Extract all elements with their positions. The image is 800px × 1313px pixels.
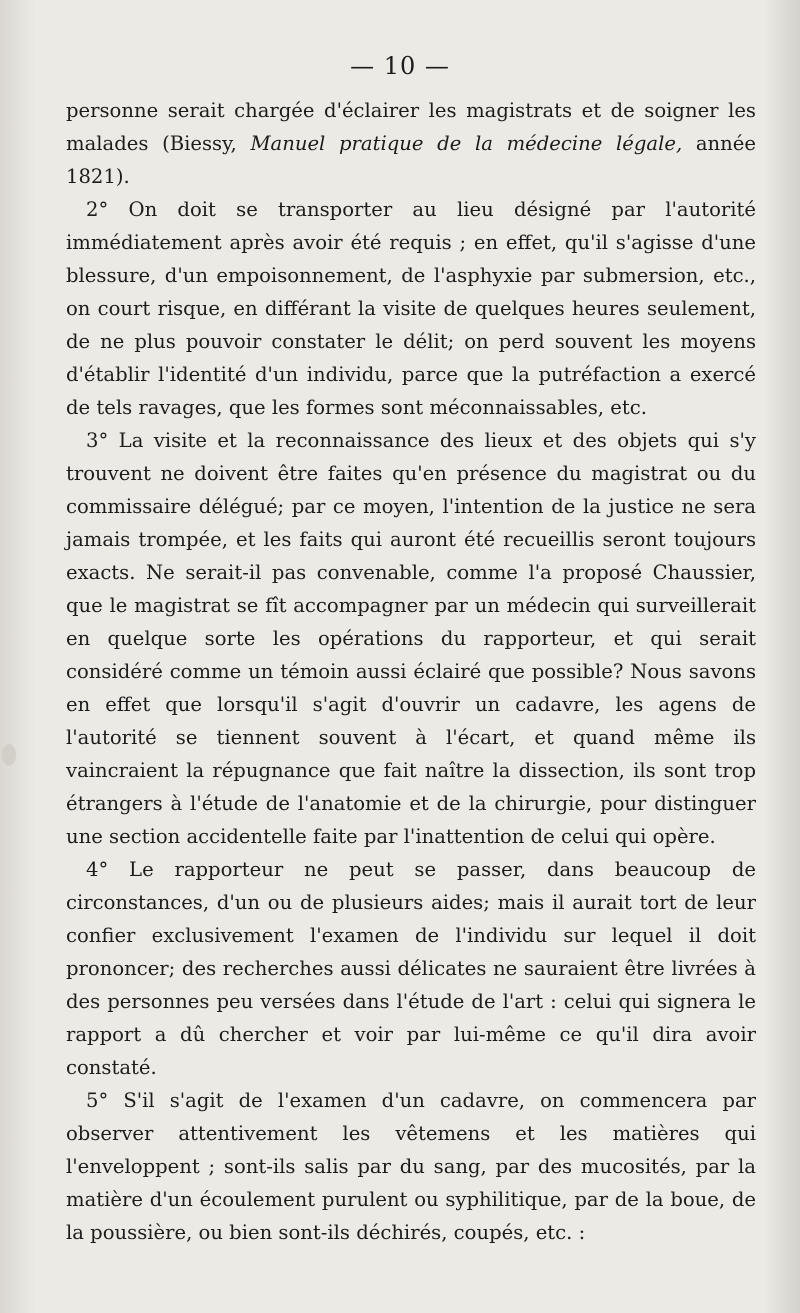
book-title-italic: Manuel pratique de la médecine légale, xyxy=(250,132,683,155)
paragraph-text: personne serait chargée d'éclairer les magistrats et de soigner les malades (Biessy, xyxy=(66,99,756,155)
paragraph-text: année 1821). xyxy=(66,132,756,188)
paragraph-item-4: 4° Le rapporteur ne peut se passer, dans beaucoup de circonstances, d'un ou de plusieurs aides; mais il aurait tort de leur confier exclusivement l'examen de l'individu sur lequel il doit prononcer; des recherches aussi délicates ne sauraient être livrées à des personnes peu versées dans l'étude de l'art : celui qui signera le rapport a dû chercher et voir par lui-même ce qu'il dira avoir constaté. xyxy=(66,858,756,1079)
paragraph-item-2: 2° On doit se transporter au lieu désigné par l'autorité immédiatement après avoir été requis ; en effet, qu'il s'agisse d'une blessure, d'un empoisonnement, de l'asphyxie par submersion, etc., on court risque, en différant la visite de quelques heures seulement, de ne plus pouvoir constater le délit; on perd souvent les moyens d'établir l'identité d'un individu, parce que la putréfaction a exercé de tels ravages, que les formes sont méconnaissables, etc. xyxy=(66,198,756,419)
paragraph-item-5: 5° S'il s'agit de l'examen d'un cadavre, on commencera par observer attentivement les vêtemens et les matières qui l'enveloppent ; sont-ils salis par du sang, par des mucosités, par la matière d'un écoulement purulent ou syphilitique, par de la boue, de la poussière, ou bien sont-ils déchirés, coupés, etc. : xyxy=(66,1089,756,1244)
page-edge-shadow-right xyxy=(764,0,800,1313)
page-stain xyxy=(2,744,16,766)
paragraph-item-3: 3° La visite et la reconnaissance des lieux et des objets qui s'y trouvent ne doivent être faites qu'en présence du magistrat ou du commissaire délégué; par ce moyen, l'intention de la justice ne sera jamais trompée, et les faits qui auront été recueillis seront toujours exacts. Ne serait-il pas convenable, comme l'a proposé Chaussier, que le magistrat se fît accompagner par un médecin qui surveillerait en quelque sorte les opérations du rapporteur, et qui serait considéré comme un témoin aussi éclairé que possible? Nous savons en effet que lorsqu'il s'agit d'ouvrir un cadavre, les agens de l'autorité se tiennent souvent à l'écart, et quand même ils vaincraient la répugnance que fait naître la dissection, ils sont trop étrangers à l'étude de l'anatomie et de la chirurgie, pour distinguer une section accidentelle faite par l'inattention de celui qui opère. xyxy=(66,429,756,848)
page-edge-shadow-left xyxy=(0,0,36,1313)
page-body xyxy=(66,94,756,1249)
page-number: — 10 — xyxy=(350,52,450,80)
paragraph-continuation xyxy=(66,94,756,193)
